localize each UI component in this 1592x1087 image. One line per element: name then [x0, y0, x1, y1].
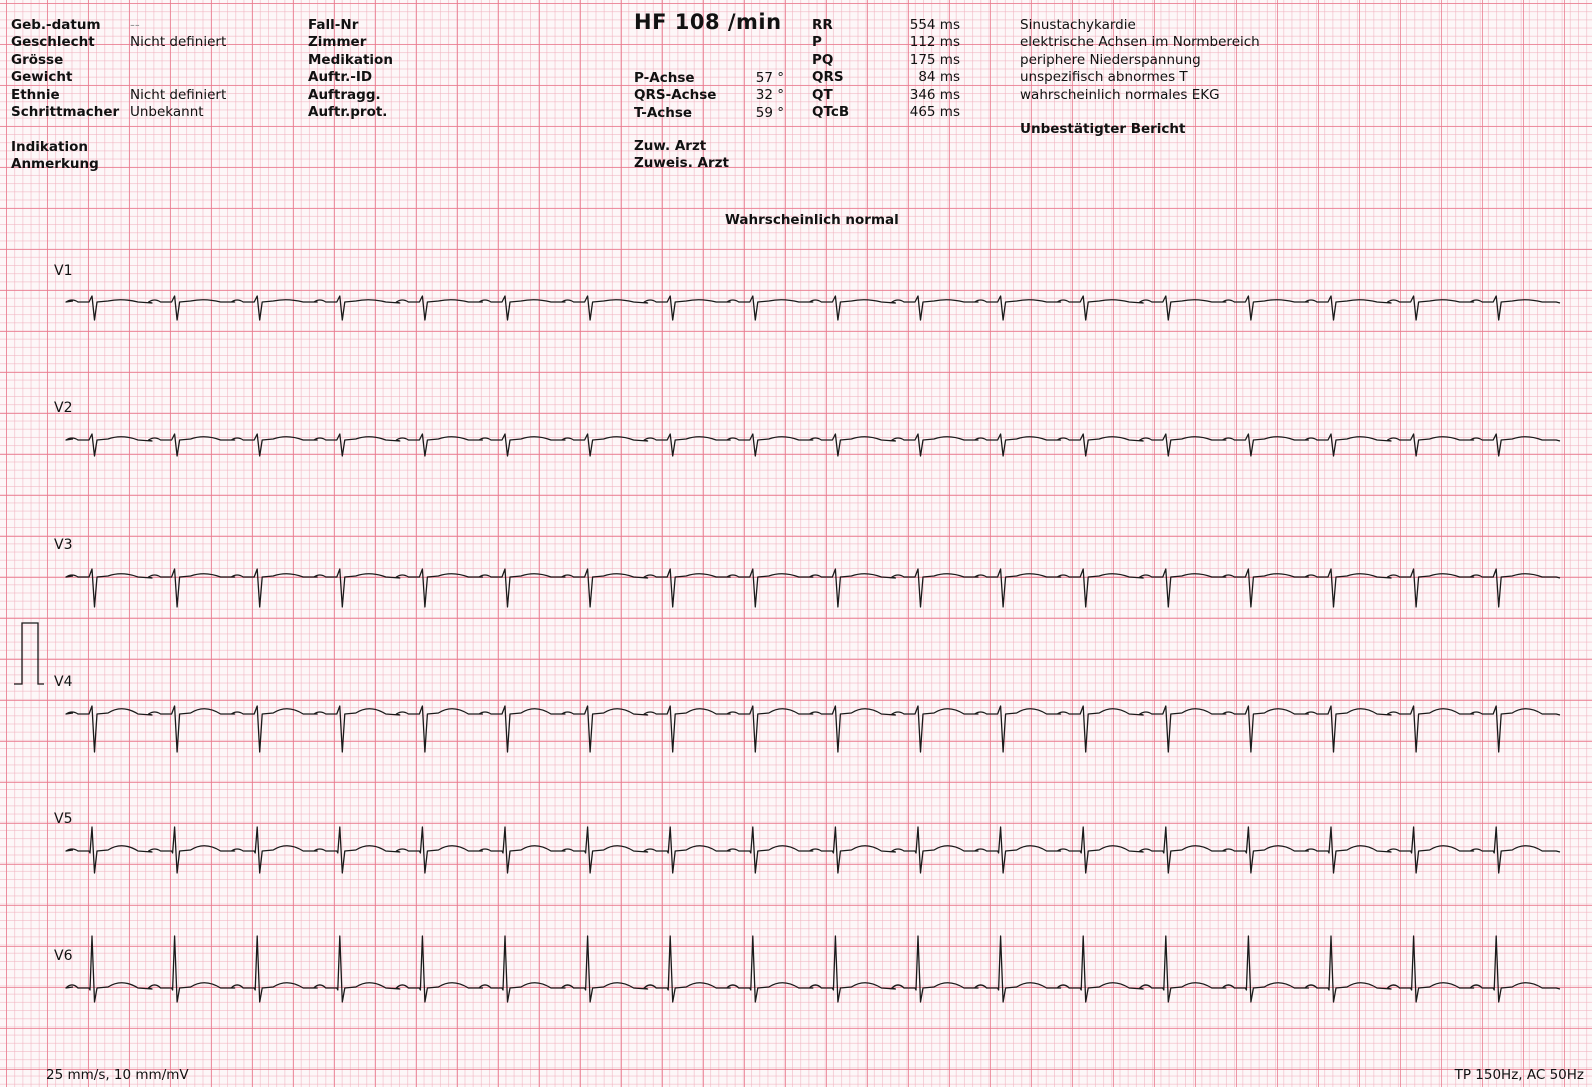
value-pq: 175 ms: [909, 51, 960, 68]
ecg-trace-v3: [66, 569, 1560, 607]
label-sex: Geschlecht: [11, 34, 95, 51]
interpretation-line: elektrische Achsen im Normbereich: [1020, 34, 1260, 51]
label-pq: PQ: [812, 51, 834, 68]
lead-label-v1: V1: [54, 263, 73, 279]
value-pacemaker: Unbekannt: [130, 103, 204, 120]
ecg-trace-v2: [66, 434, 1560, 456]
label-p-axis: P-Achse: [634, 70, 695, 86]
summary: Wahrscheinlich normal: [725, 212, 899, 228]
label-order-protocol: Auftr.prot.: [308, 103, 388, 120]
lead-label-v5: V5: [54, 811, 73, 827]
label-room: Zimmer: [308, 34, 367, 51]
value-sex: Nicht definiert: [130, 34, 227, 51]
heart-rate: HF 108 /min: [634, 10, 782, 34]
lead-label-v3: V3: [54, 537, 73, 553]
label-orderer: Auftragg.: [308, 86, 381, 103]
value-rr: 554 ms: [909, 17, 960, 33]
label-qt: QT: [812, 86, 833, 103]
label-referring-doctor: Zuw. Arzt: [634, 138, 707, 154]
footer-filter: TP 150Hz, AC 50Hz: [1454, 1067, 1584, 1083]
label-rr: RR: [812, 17, 833, 33]
ecg-trace-v4: [66, 706, 1560, 752]
label-remark: Anmerkung: [11, 156, 99, 173]
label-order-id: Auftr.-ID: [308, 69, 373, 86]
value-t-axis: 59 °: [755, 104, 784, 121]
label-qrs-axis: QRS-Achse: [634, 87, 717, 104]
lead-label-v4: V4: [54, 674, 73, 690]
value-p: 112 ms: [909, 34, 960, 51]
label-pacemaker: Schrittmacher: [11, 103, 120, 120]
value-qt: 346 ms: [909, 86, 960, 103]
label-height: Grösse: [11, 51, 64, 68]
label-referral-doctor: Zuweis. Arzt: [634, 155, 729, 172]
label-weight: Gewicht: [11, 69, 73, 86]
calibration-pulse: [14, 623, 44, 684]
value-qtcb: 465 ms: [909, 103, 960, 120]
label-qrs: QRS: [812, 69, 844, 86]
label-medication: Medikation: [308, 51, 393, 68]
value-p-axis: 57 °: [755, 70, 784, 86]
value-birthdate: --: [130, 17, 140, 33]
label-p: P: [812, 34, 822, 51]
interpretation-line: periphere Niederspannung: [1020, 51, 1201, 68]
ecg-trace-v5: [66, 827, 1560, 873]
report-status: Unbestätigter Bericht: [1020, 121, 1186, 138]
label-qtcb: QTcB: [812, 103, 850, 120]
value-ethnicity: Nicht definiert: [130, 86, 227, 103]
footer-settings: 25 mm/s, 10 mm/mV: [46, 1067, 189, 1083]
lead-label-v2: V2: [54, 400, 73, 416]
interpretation-line: unspezifisch abnormes T: [1020, 69, 1188, 86]
lead-label-v6: V6: [54, 948, 73, 964]
value-qrs: 84 ms: [918, 69, 960, 86]
label-birthdate: Geb.-datum: [11, 17, 101, 33]
ecg-trace-v1: [66, 296, 1560, 320]
interpretation-line: Sinustachykardie: [1020, 17, 1136, 33]
label-ethnicity: Ethnie: [11, 86, 60, 103]
ecg-trace-v6: [66, 936, 1560, 1002]
label-t-axis: T-Achse: [634, 104, 693, 121]
label-indication: Indikation: [11, 138, 88, 155]
value-qrs-axis: 32 °: [755, 87, 784, 104]
interpretation-line: wahrscheinlich normales EKG: [1020, 86, 1220, 103]
label-case-number: Fall-Nr: [308, 17, 359, 33]
